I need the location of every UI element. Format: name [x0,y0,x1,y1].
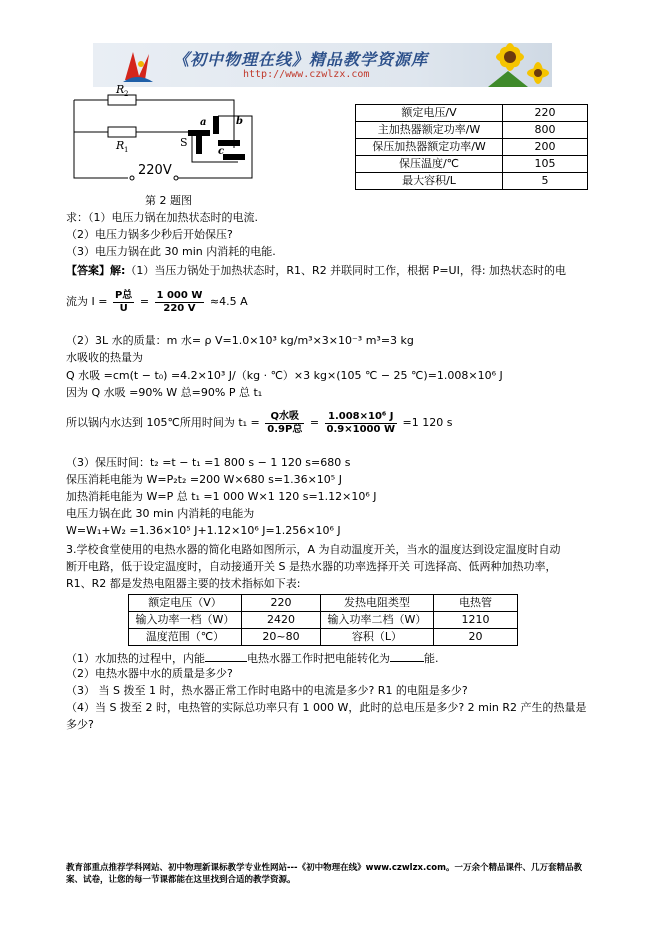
table-row: 额定电压/V 220 [356,105,588,122]
answer-2-efficiency: 因为 Q 水吸 =90% W 总=90% P 总 t₁ [66,386,263,399]
answer-3-total: W=W₁+W₂ =1.36×10⁵ J+1.12×10⁶ J=1.256×10⁶ J [66,524,341,537]
label-s: S [180,136,188,149]
answer-3-heat-energy: 加热消耗电能为 W=P 总 t₁ =1 000 W×1 120 s=1.12×10⁶ J [66,490,377,503]
label-r2-sub: 2 [124,90,129,98]
table-row: 温度范围（℃） 20~80 容积（L） 20 [129,629,518,646]
question-intro: 求：（1）电压力锅在加热状态时的电流. [66,211,258,224]
problem-3-question-2: （2）电热水器中水的质量是多少? [66,667,233,680]
label-c: c [218,146,225,157]
problem-3-question-1: （1）水加热的过程中，内能 电热水器工作时把电能转化为 能. [66,652,439,665]
label-r1-sub: 1 [124,146,129,154]
header-banner [93,43,552,87]
blank-1 [205,650,247,662]
question-2: （2）电压力锅多少秒后开始保压? [66,228,233,241]
site-logo-icon [121,46,155,84]
spec-table-water-heater [128,594,518,646]
table-row: 保压温度/℃ 105 [356,156,588,173]
answer-label: 【答案】解: [66,264,126,277]
answer-2-time-formula: 所以锅内水达到 105℃所用时间为 t₁ = $\frac{\text{Q水吸}}{\text{0.9P总}}$ = $\frac{\text{1.008×10⁶ J}}{0.9\times 1000 W}$ =1 120 s [66,410,453,435]
table-row: 额定电压（V） 220 发热电阻类型 电热管 [129,595,518,612]
problem-3-question-4b: 多少? [66,718,94,731]
table-row: 输入功率一档（W） 2420 输入功率二档（W） 1210 [129,612,518,629]
label-a: a [200,117,207,128]
answer-2-heat-intro: 水吸收的热量为 [66,351,143,364]
answer-line-1 [66,264,566,278]
spec-table-pressure-cooker [355,104,588,190]
problem-3-line-2: 断开电路，低于设定温度时，自动接通开关 S 是热水器的功率选择开关 可选择高、低两种加热功率， [66,560,557,573]
label-b: b [236,116,243,127]
question-3: （3）电压力锅在此 30 min 内消耗的电能. [66,245,276,258]
problem-3-line-3: R1、R2 都是发热电阻器主要的技术指标如下表: [66,577,301,590]
answer-2-heat: Q 水吸 =cm(t − t₀) =4.2×10³ J/（kg · ℃）×3 kg×(105 ℃ − 25 ℃)=1.008×10⁶ J [66,369,503,382]
circuit-diagram [68,83,268,192]
table-row: 最大容积/L 5 [356,173,588,190]
answer-3-total-intro: 电压力锅在此 30 min 内消耗的电能为 [66,507,255,520]
answer-current-formula: 流为 I = $\frac{\text{P总}}{U}$ = $\frac{1 000 W}{220 V}$ ≈4.5 A [66,289,248,314]
label-voltage: 220V [138,163,172,178]
answer-3-time: （3）保压时间：t₂ =t − t₁ =1 800 s − 1 120 s=680 s [66,456,351,469]
sunflower-icon [488,43,552,87]
answer-2-mass: （2）3L 水的质量：m 水= ρ V=1.0×10³ kg/m³×3×10⁻³ m³=3 kg [66,334,414,347]
answer-3-hold-energy: 保压消耗电能为 W=P₂t₂ =200 W×680 s=1.36×10⁵ J [66,473,342,486]
figure-caption: 第 2 题图 [145,194,192,207]
answer-part-1: （1）当压力锅处于加热状态时，R1、R2 并联同时工作，根据 P=UI，得: 加热状态时的电 [125,264,567,277]
banner-url: http://www.czwlzx.com [243,69,370,80]
label-r1: R [116,139,125,152]
problem-3-question-3: （3） 当 S 拨至 1 时，热水器正常工作时电路中的电流是多少? R1 的电阻是多少? [66,684,468,697]
table-row: 保压加热器额定功率/W 200 [356,139,588,156]
banner-title: 《初中物理在线》精品教学资源库 [173,50,429,69]
problem-3-line-1: 3.学校食堂使用的电热水器的简化电路如图所示，A 为自动温度开关，当水的温度达到设定温度时自动 [66,543,561,556]
blank-2 [390,650,424,662]
table-row: 主加热器额定功率/W 800 [356,122,588,139]
label-r2: R [116,83,125,96]
page-footer: 教育部重点推荐学科网站、初中物理新课标教学专业性网站---《初中物理在线》www.czwlzx.com。一万余个精品课件、几万套精品教案、试卷，让您的每一节课都能在这里找到合适的教学资源。 [66,863,582,885]
problem-3-question-4a: （4）当 S 拨至 2 时，电热管的实际总功率只有 1 000 W，此时的总电压是多少? 2 min R2 产生的热量是 [66,701,587,714]
